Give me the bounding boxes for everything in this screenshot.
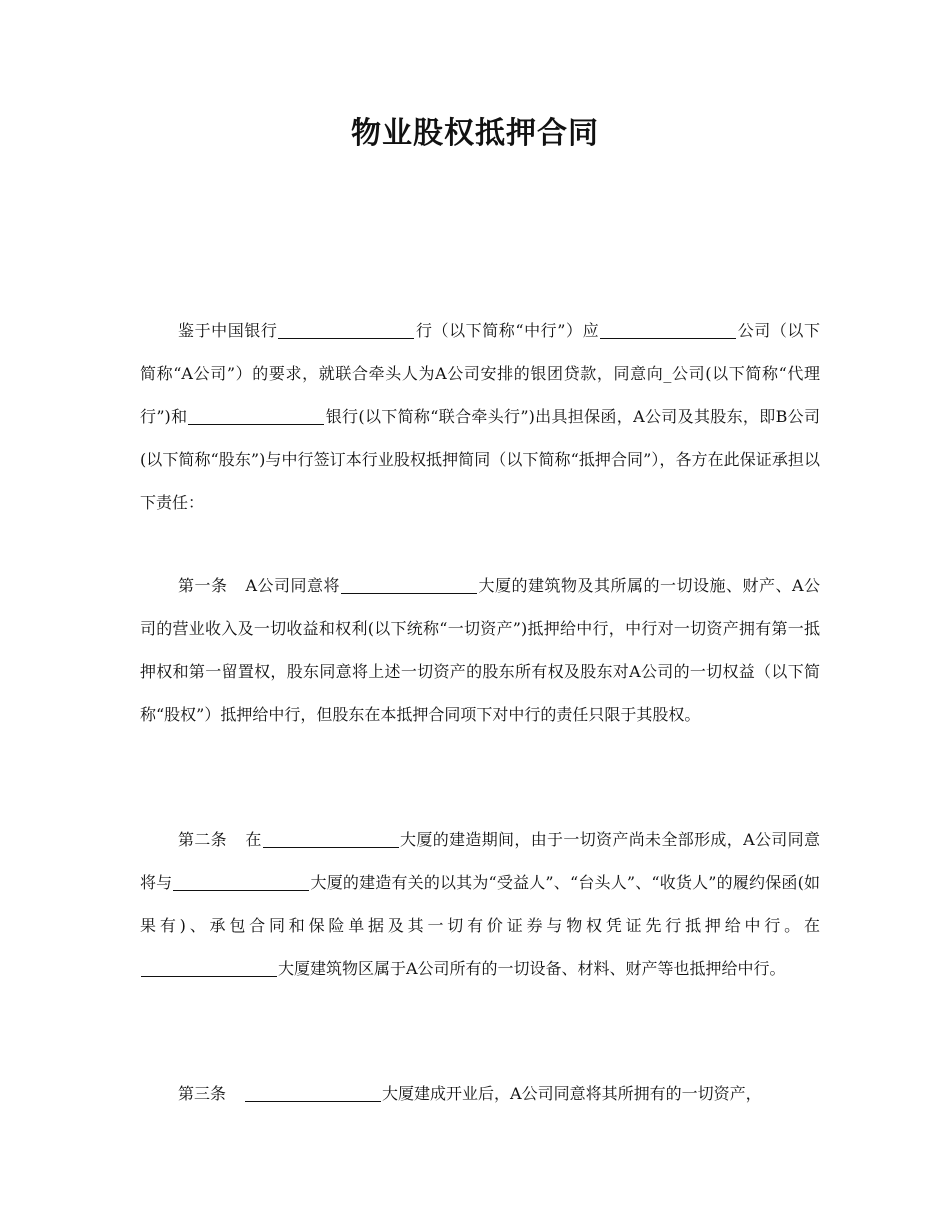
blank-line [600,322,736,339]
article-2-label: 第二条 [178,830,228,849]
article-3-paragraph [140,1072,820,1115]
article-2-text-2: 大厦的建造期间，由于一切资产尚未全部形成，A公司同意将与 [140,830,820,892]
article-1-text-2: 大厦的建筑物及其所属的一切设施、财产、A公司的营业收入及一切收益和权利(以下统称“一切资产”)抵押给中行，中行对一切资产拥有第一抵押权和第一留置权，股东同意将上述一切资产的股东所有权及股东对A公司的一切权益（以下简称“股权”）抵押给中行，但股东在本抵押合同项下对中行的责任只限于其股权。 [140,576,820,724]
blank-line [245,1085,381,1102]
preamble-text-4: 银行(以下简称“联合牵头行”)出具担保函，A公司及其股东，即B公司(以下简称“股东”)与中行签订本行业股权抵押简同（以下简称“抵押合同”），各方在此保证承担以下责任： [140,407,820,512]
article-2-text-1: 在 [245,830,262,849]
preamble-text-2: 行（以下简称“中行”）应 [415,321,600,340]
article-1-label: 第一条 [178,576,228,595]
preamble-text-3: 公司（以下简称“A公司”）的要求，就联合牵头人为A公司安排的银团贷款，同意向_公司(以下简称“代理行”)和 [140,321,820,426]
blank-line [141,960,277,977]
article-1-paragraph [140,564,820,736]
preamble-paragraph [140,309,820,524]
blank-line [173,874,309,891]
article-2-text-3: 大厦的建造有关的以其为“受益人”、“台头人”、“收货人”的履约保函(如果有)、承包合同和保险单据及其一切有价证券与物权凭证先行抵押给中行。在 [140,873,820,935]
article-2-paragraph [140,818,820,990]
article-2-text-4: 大厦建筑物区属于A公司所有的一切设备、材料、财产等也抵押给中行。 [278,959,786,978]
article-3-label: 第三条 [178,1084,227,1103]
article-3-text-1: 大厦建成开业后，A公司同意将其所拥有的一切资产， [382,1084,762,1103]
preamble-text-1: 鉴于中国银行 [178,321,278,340]
blank-line [278,322,414,339]
blank-line [188,408,324,425]
blank-line [341,577,477,594]
article-1-text-1: A公司同意将 [245,576,341,595]
blank-line [263,831,399,848]
document-title: 物业股权抵押合同 [351,116,599,151]
